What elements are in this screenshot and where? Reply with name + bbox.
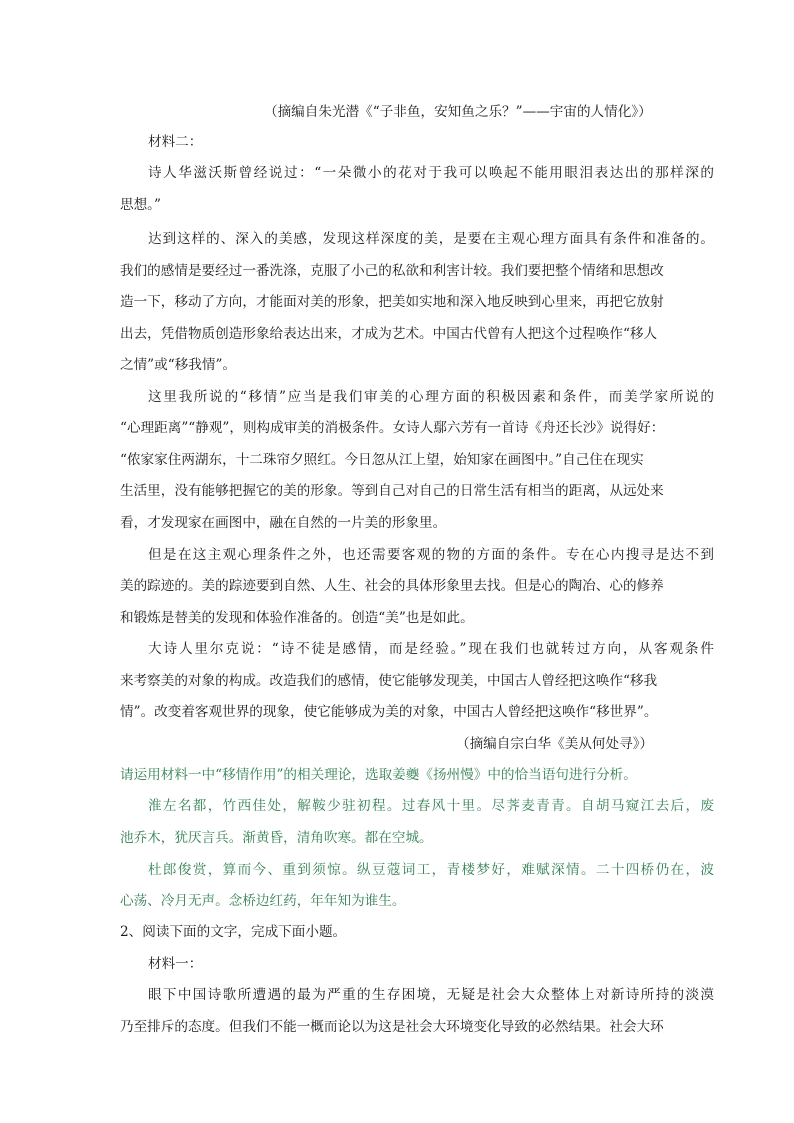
paragraph-line: 看，才发现家在画图中，融在自然的一片美的形象里。 <box>120 515 447 531</box>
paragraph-line: 和锻炼是替美的发现和体验作准备的。创造“美”也是如此。 <box>120 610 474 626</box>
paragraph-line: 大诗人里尔克说：“诗不徒是感情，而是经验。”现在我们也就转过方向，从客观条件 <box>148 641 714 657</box>
poem-line: 池乔木，犹厌言兵。渐黄昏，清角吹寒。都在空城。 <box>120 830 433 846</box>
material-one-heading: 材料一： <box>148 956 203 972</box>
source-note-zong: （摘编自宗白华《美从何处寻》） <box>456 736 654 752</box>
paragraph-line: 眼下中国诗歌所遭遇的最为严重的生存困境，无疑是社会大众整体上对新诗所持的淡漠 <box>148 987 714 1003</box>
poem-line: 心荡、冷月无声。念桥边红药，年年知为谁生。 <box>120 893 406 909</box>
paragraph-line: 情”。改变着客观世界的现象，使它能够成为美的对象，中国古人曾经把这唤作“移世界”。 <box>120 704 658 720</box>
paragraph-line: 思想。” <box>120 197 161 213</box>
question-2-heading: 2、阅读下面的文字，完成下面小题。 <box>120 924 347 940</box>
paragraph-line: 乃至排斥的态度。但我们不能一概而论以为这是社会大环境变化导致的必然结果。社会大环 <box>120 1019 664 1035</box>
paragraph-line: 之情”或“移我情”。 <box>120 357 237 373</box>
paragraph-line: 出去，凭借物质创造形象给表达出来，才成为艺术。中国古代曾有人把这个过程唤作“移人 <box>120 326 658 342</box>
material-two-heading: 材料二： <box>148 134 203 150</box>
paragraph-line: 生活里，没有能够把握它的美的形象。等到自己对自己的日常生活有相当的距离，从远处来 <box>120 483 664 499</box>
paragraph-line: 但是在这主观心理条件之外，也还需要客观的物的方面的条件。专在心内搜寻是达不到 <box>148 547 714 563</box>
paragraph-line: “心理距离”“静观”，则构成审美的消极条件。女诗人鄢六芳有一首诗《舟还长沙》说得好： <box>120 420 665 436</box>
paragraph-line: 这里我所说的“移情”应当是我们审美的心理方面的积极因素和条件，而美学家所说的 <box>148 389 714 405</box>
paragraph-line: 诗人华滋沃斯曾经说过：“一朵微小的花对于我可以唤起不能用眼泪表达出的那样深的 <box>148 165 714 181</box>
paragraph-line: “侬家家住两湖东，十二珠帘夕照红。今日忽从江上望，始知家在画图中。”自己住在现实 <box>120 452 644 468</box>
paragraph-line: 来考察美的对象的构成。改造我们的感情，使它能够发现美，中国古人曾经把这唤作“移我 <box>120 673 658 689</box>
paragraph-line: 我们的感情是要经过一番洗涤，克服了小己的私欲和利害计较。我们要把整个情绪和思想改 <box>120 263 664 279</box>
poem-line: 杜郎俊赏，算而今、重到须惊。纵豆蔻词工，青楼梦好，难赋深情。二十四桥仍在，波 <box>148 862 714 878</box>
paragraph-line: 达到这样的、深入的美感，发现这样深度的美，是要在主观心理方面具有条件和准备的。 <box>148 231 714 247</box>
source-note-zhu: （摘编自朱光潜《“子非鱼，安知鱼之乐？”——宇宙的人情化》） <box>264 104 652 120</box>
question-prompt: 请运用材料一中“移情作用”的相关理论，选取姜夔《扬州慢》中的恰当语句进行分析。 <box>120 767 637 783</box>
paragraph-line: 美的踪迹的。美的踪迹要到自然、人生、社会的具体形象里去找。但是心的陶冶、心的修养 <box>120 578 664 594</box>
poem-line: 淮左名都，竹西佳处，解鞍少驻初程。过春风十里。尽荠麦青青。自胡马窥江去后，废 <box>148 798 714 814</box>
paragraph-line: 造一下，移动了方向，才能面对美的形象，把美如实地和深入地反映到心里来，再把它放射 <box>120 294 664 310</box>
